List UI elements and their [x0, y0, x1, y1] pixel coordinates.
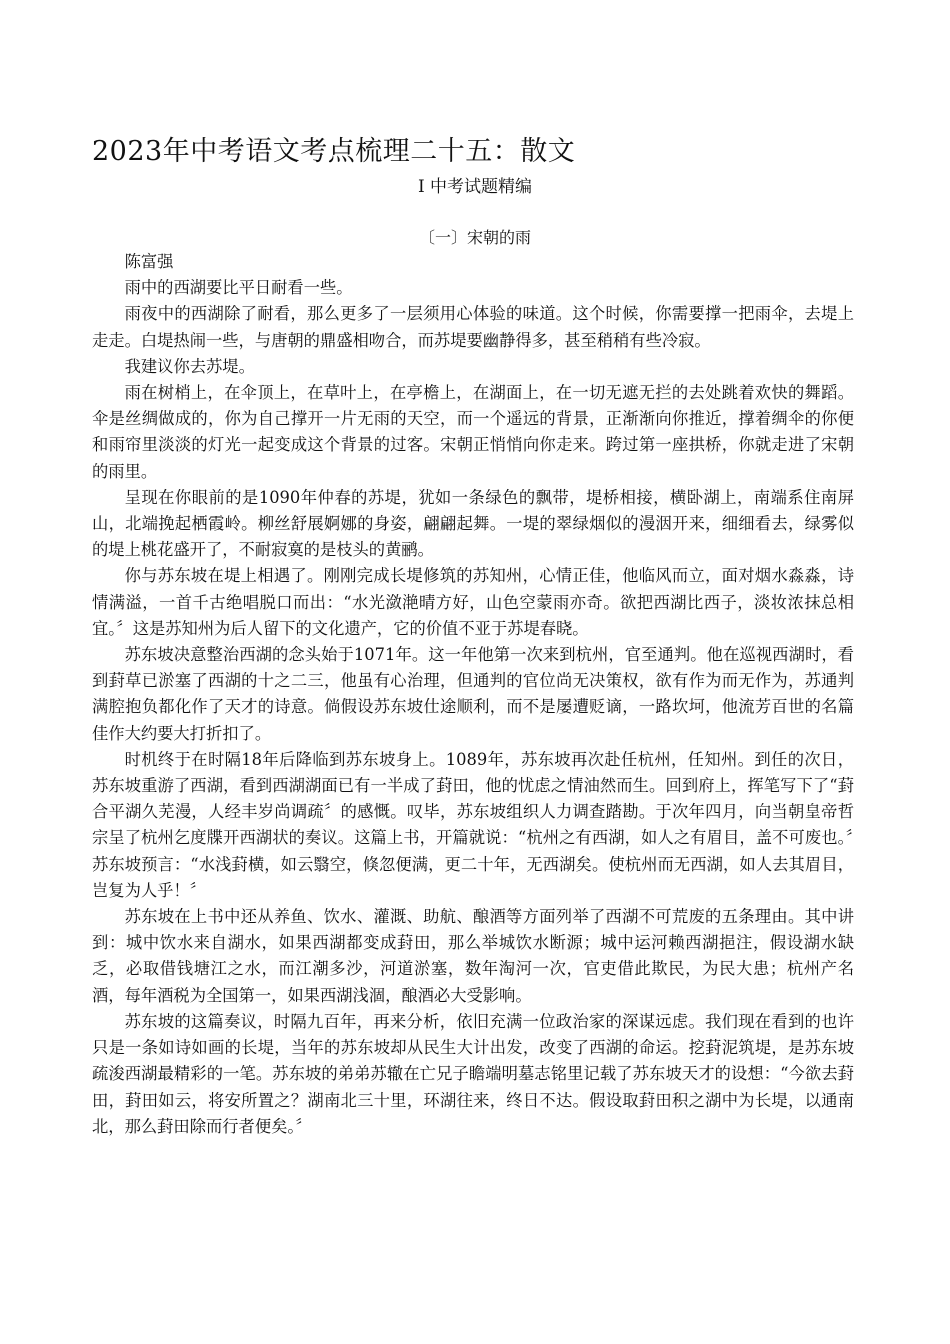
paragraph-9: 苏东坡在上书中还从养鱼、饮水、灌溉、助航、酿酒等方面列举了西湖不可荒废的五条理由。其中讲到：城中饮水来自湖水，如果西湖都变成葑田，那么举城饮水断源；城中运河赖西湖挹注，假设湖水缺乏，必取借钱塘江之水，而江潮多沙，河道淤塞，数年淘河一次，官吏借此欺民，为民大患；杭州产名酒，每年酒税为全国第一，如果西湖浅涸，酿酒必大受影响。	[92, 907, 854, 1005]
paragraph-1: 雨中的西湖要比平日耐看一些。	[124, 278, 353, 298]
paragraph-5: 呈现在你眼前的是1090年仲春的苏堤，犹如一条绿色的飘带，堤桥相接，横卧湖上，南端系住南屏山，北端挽起栖霞岭。柳丝舒展婀娜的身姿，翩翩起舞。一堤的翠绿烟似的漫洇开来，细细看去，绿雾似的堤上桃花盛开了，不耐寂寞的是枝头的黄鹂。	[92, 487, 854, 560]
paragraph-6: 你与苏东坡在堤上相遇了。刚刚完成长堤修筑的苏知州，心情正佳，他临风而立，面对烟水淼淼，诗情满溢，一首千古绝唱脱口而出：“水光潋滟晴方好，山色空蒙雨亦奇。欲把西湖比西子，淡妆浓抹总相宜。〞这是苏知州为后人留下的文化遗产，它的价值不亚于苏堤春晓。	[92, 566, 854, 638]
paragraph-8: 时机终于在时隔18年后降临到苏东坡身上。1089年，苏东坡再次赴任杭州，任知州。到任的次日，苏东坡重游了西湖，看到西湖湖面已有一半成了葑田，他的忧虑之情油然而生。回到府上，挥笔写下了“葑合平湖久芜漫，人经丰岁尚调疏〞的感慨。叹毕，苏东坡组织人力调查踏勘。于次年四月，向当朝皇帝哲宗呈了杭州乞度牒开西湖状的奏议。这篇上书，开篇就说：“杭州之有西湖，如人之有眉目，盖不可废也。〞苏东坡预言：“水浅葑横，如云翳空，倏忽便满，更二十年，无西湖矣。使杭州而无西湖，如人去其眉目，岂复为人乎！〞	[92, 749, 854, 900]
author-name: 陈富强	[124, 252, 174, 271]
paragraph-3: 我建议你去苏堤。	[124, 356, 255, 376]
article-title: 〔一〕宋朝的雨	[418, 228, 531, 247]
paragraph-10: 苏东坡的这篇奏议，时隔九百年，再来分析，依旧充满一位政治家的深谋远虑。我们现在看到的也许只是一条如诗如画的长堤，当年的苏东坡却从民生大计出发，改变了西湖的命运。挖葑泥筑堤，是苏东坡疏浚西湖最精彩的一笔。苏东坡的弟弟苏辙在亡兄子瞻端明墓志铭里记载了苏东坡天才的设想：“今欲去葑田，葑田如云，将安所置之？湖南北三十里，环湖往来，终日不达。假设取葑田积之湖中为长堤，以通南北，那么葑田除而行者便矣。〞	[92, 1011, 854, 1136]
article-body	[92, 249, 854, 1140]
paragraph-2: 雨夜中的西湖除了耐看，那么更多了一层须用心体验的味道。这个时候，你需要撑一把雨伞，去堤上走走。白堤热闹一些，与唐朝的鼎盛相吻合，而苏堤要幽静得多，甚至稍稍有些冷寂。	[92, 304, 854, 350]
section-heading: Ⅰ 中考试题精编	[417, 177, 533, 197]
paragraph-7: 苏东坡决意整治西湖的念头始于1071年。这一年他第一次来到杭州，官至通判。他在巡视西湖时，看到葑草已淤塞了西湖的十之二三，他虽有心治理，但通判的官位尚无决策权，欲有作为而无作为，苏通判满腔抱负都化作了天才的诗意。倘假设苏东坡仕途顺利，而不是屡遭贬谪，一路坎坷，他流芳百世的名篇佳作大约要大打折扣了。	[92, 645, 854, 743]
paragraph-4: 雨在树梢上，在伞顶上，在草叶上，在亭檐上，在湖面上，在一切无遮无拦的去处跳着欢快的舞蹈。伞是丝绸做成的，你为自己撑开一片无雨的天空，而一个遥远的背景，正渐渐向你推近，撑着绸伞的你便和雨帘里淡淡的灯光一起变成这个背景的过客。宋朝正悄悄向你走来。跨过第一座拱桥，你就走进了宋朝的雨里。	[92, 383, 854, 481]
document-title: 2023年中考语文考点梳理二十五：散文	[92, 136, 576, 167]
